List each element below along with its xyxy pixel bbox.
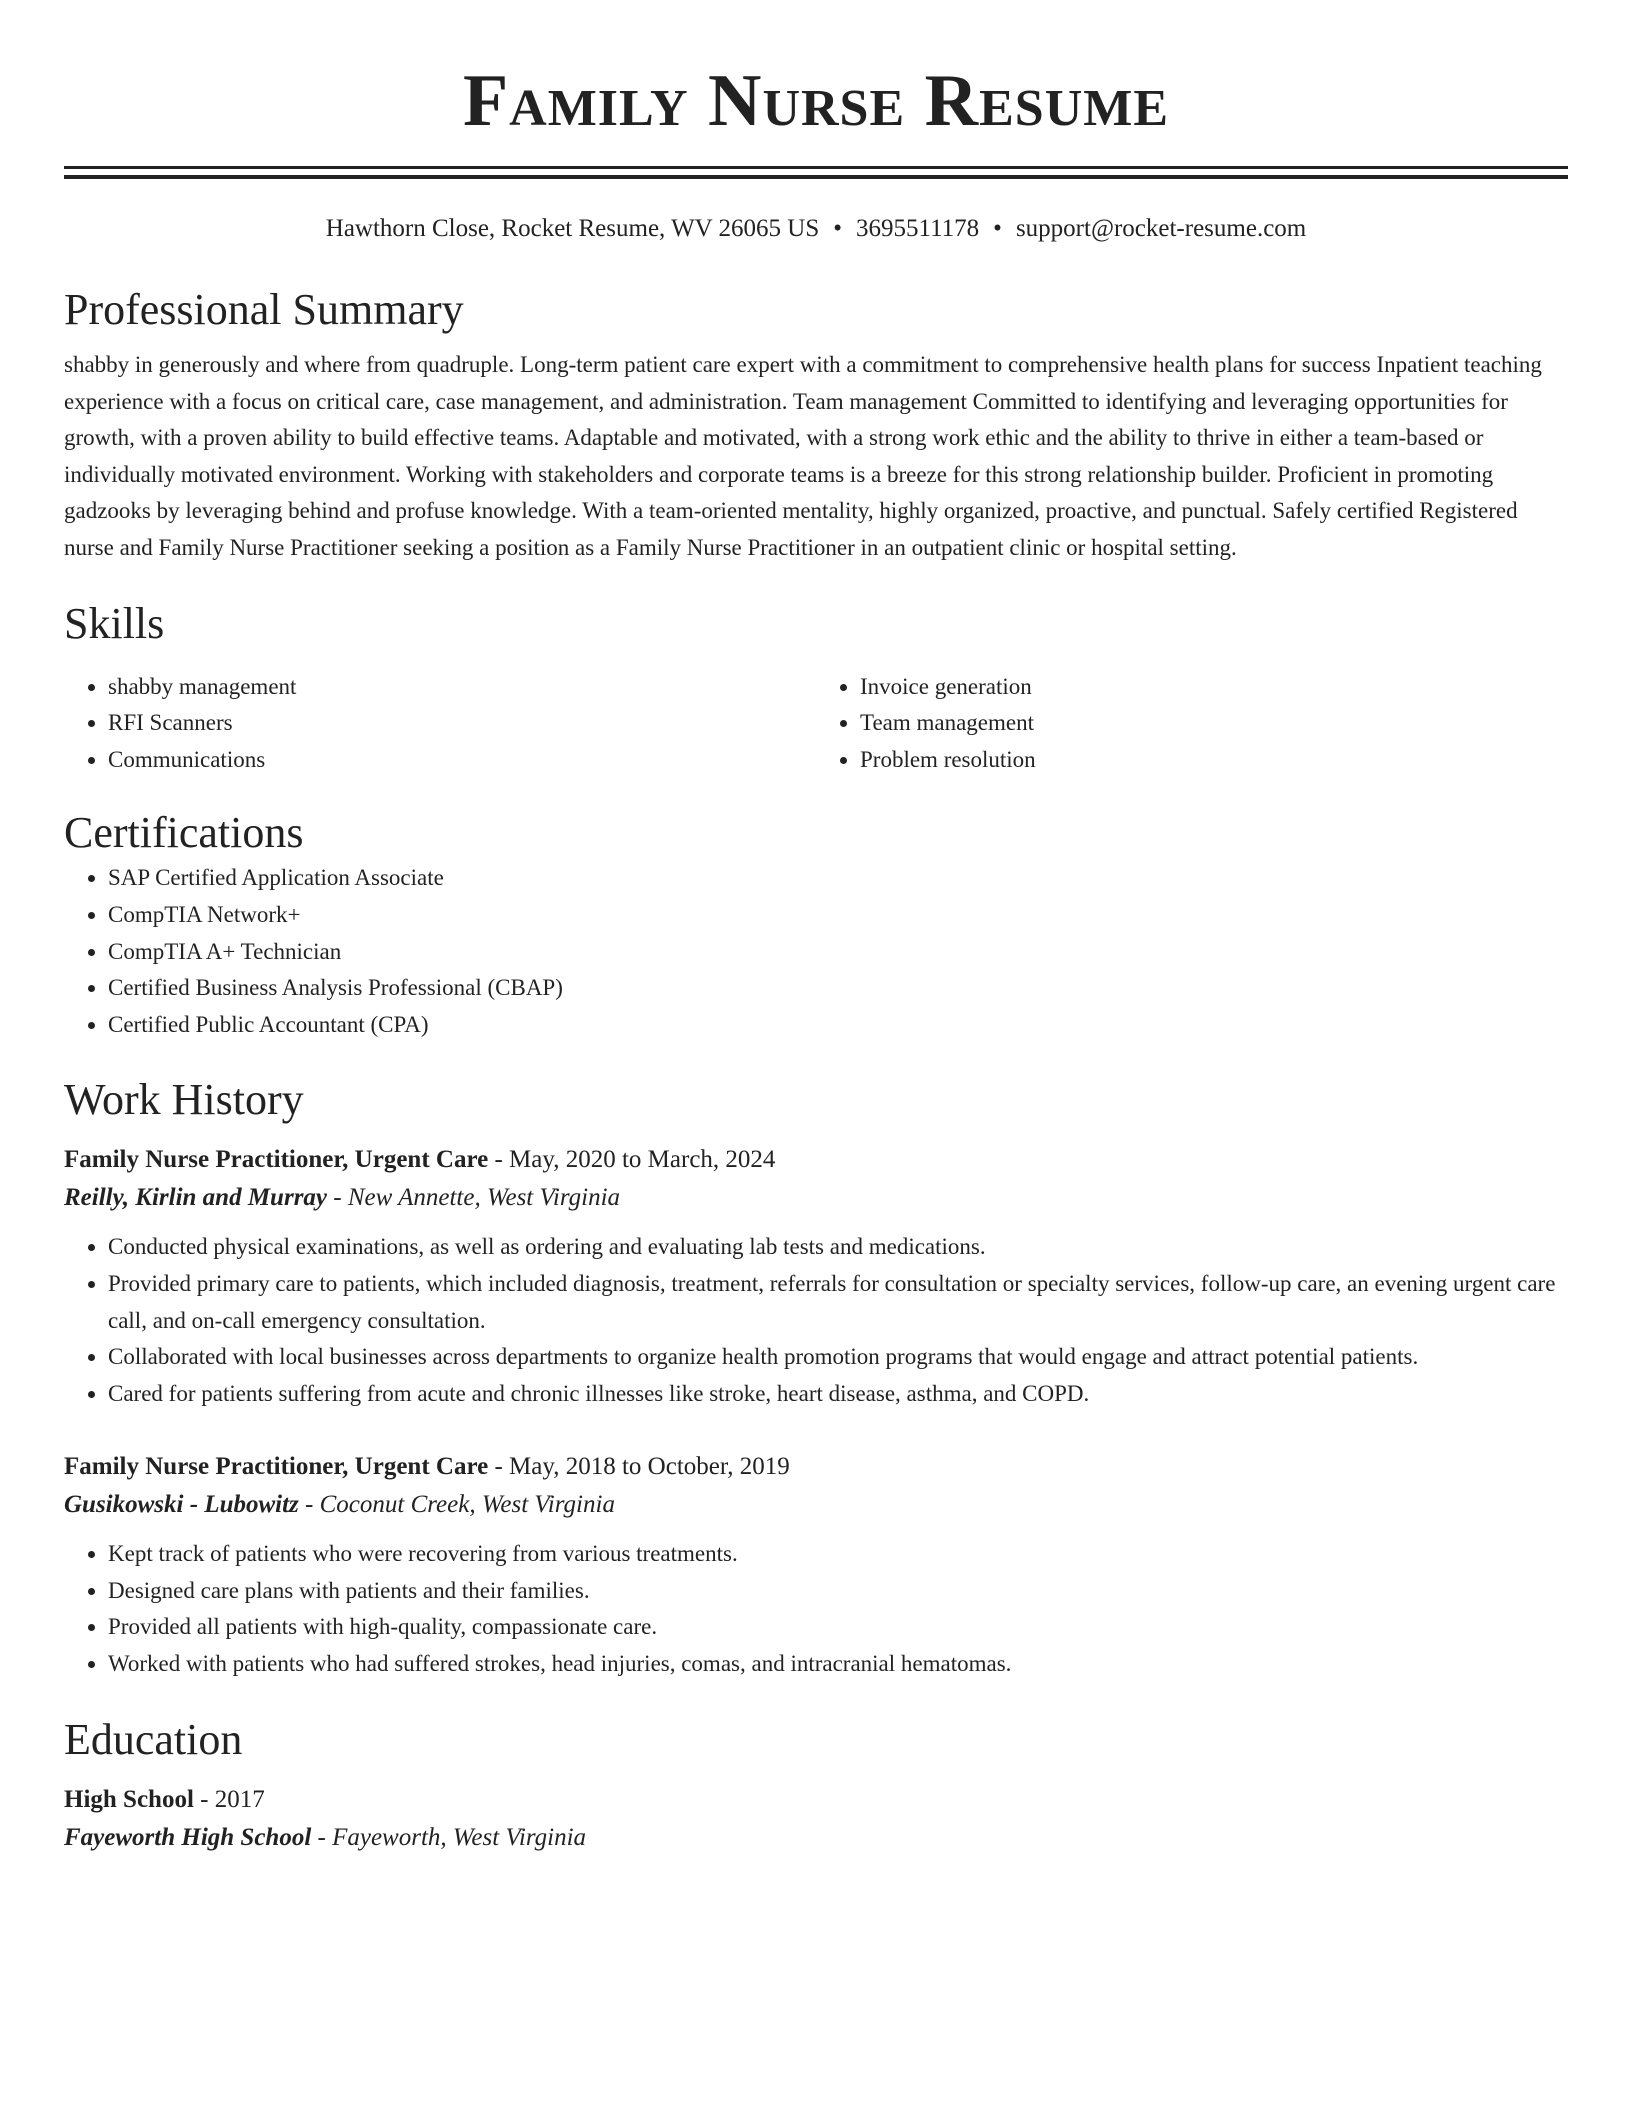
job-duty-item: • Provided all patients with high-quality, compassionate care. — [108, 1609, 1568, 1646]
education-degree-line — [64, 1781, 1568, 1819]
contact-address: Hawthorn Close, Rocket Resume, WV 26065 US — [325, 215, 820, 242]
job-dates: - May, 2018 to October, 2019 — [488, 1453, 790, 1481]
skills-list — [64, 669, 1568, 779]
certification-item: • SAP Certified Application Associate — [108, 860, 1568, 897]
contact-separator: • — [833, 215, 843, 242]
skill-item: • Team management — [860, 705, 1568, 742]
skills-column-left — [64, 669, 816, 779]
job-duty-item: • Designed care plans with patients and their families. — [108, 1573, 1568, 1610]
skills-heading: Skills — [64, 598, 165, 648]
certification-item: • CompTIA Network+ — [108, 897, 1568, 934]
certification-item: • CompTIA A+ Technician — [108, 934, 1568, 971]
education-year: - 2017 — [193, 1785, 265, 1813]
skill-item: • Communications — [108, 742, 816, 779]
skill-item: • RFI Scanners — [108, 705, 816, 742]
job-duty-item: • Cared for patients suffering from acute and chronic illnesses like stroke, heart disease, asthma, and COPD. — [108, 1376, 1568, 1413]
contact-separator: • — [993, 215, 1002, 242]
contact-phone: 3695511178 — [856, 215, 980, 242]
job-duty-item: • Collaborated with local businesses across departments to organize health promotion programs that would engage and attract potential patients. — [108, 1339, 1568, 1376]
job-location: - Coconut Creek, West Virginia — [298, 1491, 615, 1519]
education-heading: Education — [64, 1714, 243, 1764]
job-duties — [64, 1536, 1568, 1682]
job-company-line — [64, 1486, 1568, 1524]
education-school: Fayeworth High School — [64, 1823, 312, 1851]
skills-column-right — [816, 669, 1568, 779]
job-title: Family Nurse Practitioner, Urgent Care — [64, 1453, 489, 1481]
job-company: Gusikowski - Lubowitz — [64, 1491, 299, 1519]
education-degree: High School — [64, 1785, 194, 1813]
job-title-line — [64, 1141, 1568, 1179]
skill-item: • Problem resolution — [860, 742, 1568, 779]
job-dates: - May, 2020 to March, 2024 — [488, 1146, 776, 1174]
job-duty-item: • Conducted physical examinations, as well as ordering and evaluating lab tests and medications. — [108, 1229, 1568, 1266]
resume-name: Family Nurse Resume — [462, 60, 1170, 142]
job-duty-item: • Provided primary care to patients, which included diagnosis, treatment, referrals for consultation or specialty services, follow-up care, an evening urgent care call, and on-call emergency consultation. — [108, 1266, 1568, 1339]
header-rule-bottom — [64, 175, 1568, 179]
job-title: Family Nurse Practitioner, Urgent Care — [64, 1146, 489, 1174]
job-location: - New Annette, West Virginia — [327, 1184, 621, 1212]
certifications-heading: Certifications — [64, 808, 304, 858]
skill-item: • shabby management — [108, 669, 816, 706]
job-entry — [64, 1448, 1568, 1682]
contact-email[interactable]: support@rocket-resume.com — [1015, 215, 1307, 242]
certification-item: • Certified Public Accountant (CPA) — [108, 1007, 1568, 1044]
job-title-line — [64, 1448, 1568, 1486]
job-company-line — [64, 1179, 1568, 1217]
job-entry — [64, 1141, 1568, 1412]
skill-item: • Invoice generation — [860, 669, 1568, 706]
summary-heading: Professional Summary — [64, 285, 464, 334]
resume-content — [64, 0, 1568, 1857]
education-location: - Fayeworth, West Virginia — [311, 1823, 587, 1851]
job-duties — [64, 1229, 1568, 1412]
job-company: Reilly, Kirlin and Murray — [64, 1184, 328, 1212]
education-school-line — [64, 1819, 1568, 1857]
certifications-list — [64, 860, 1568, 1043]
job-duty-item: • Worked with patients who had suffered strokes, head injuries, comas, and intracranial hematomas. — [108, 1646, 1568, 1683]
summary-text: shabby in generously and where from quadruple. Long-term patient care expert with a commitment to comprehensive health plans for success Inpatient teaching experience with a focus on critical care, case management, and administration. Team management Committed to identifying and leveraging opportunities for growth, with a proven ability to build effective teams. Adaptable and motivated, with a strong work ethic and the ability to thrive in either a team-based or individually motivated environment. Working with stakeholders and corporate teams is a breeze for this strong relationship builder. Proficient in promoting gadzooks by leveraging behind and profuse knowledge. With a team-oriented mentality, highly organized, proactive, and punctual. Safely certified Registered nurse and Family Nurse Practitioner seeking a position as a Family Nurse Practitioner in an outpatient clinic or hospital setting. — [64, 352, 1542, 560]
job-duty-item: • Kept track of patients who were recovering from various treatments. — [108, 1536, 1568, 1573]
certification-item: • Certified Business Analysis Professional (CBAP) — [108, 970, 1568, 1007]
contact-line — [64, 213, 1568, 245]
work-history-heading: Work History — [64, 1075, 304, 1125]
header-rule-top — [64, 166, 1568, 169]
